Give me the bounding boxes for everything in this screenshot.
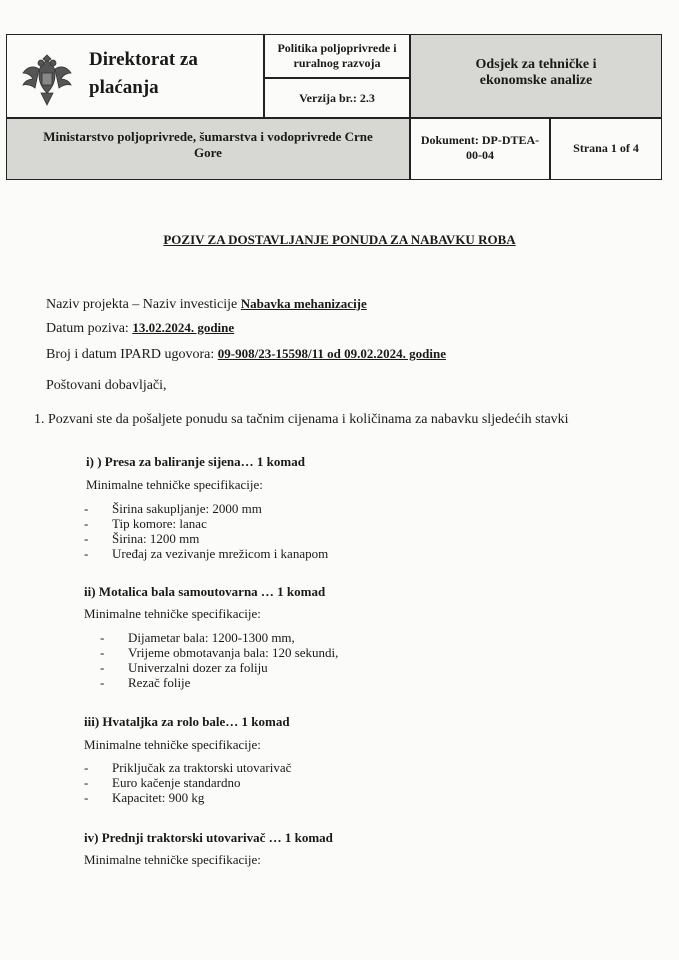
intro-paragraph: 1. Pozvani ste da pošaljete ponudu sa tačnim cijenama i količinama za nabavku sljedećih stavki — [34, 412, 569, 427]
department-line2: ekonomske analize — [479, 73, 593, 88]
policy-cell — [264, 34, 410, 78]
greeting: Poštovani dobavljači, — [46, 378, 167, 393]
bullet-dash: - — [84, 501, 89, 516]
contract-value: 09-908/23-15598/11 od 09.02.2024. godine — [217, 346, 447, 361]
bullet-dash: - — [84, 790, 89, 805]
org-cell — [6, 34, 264, 118]
montenegro-eagle-crest-icon — [21, 49, 73, 111]
ministry-line2: Gore — [194, 145, 222, 160]
document-line2: 00-04 — [466, 148, 494, 162]
project-value: Nabavka mehanizacije — [240, 296, 367, 311]
version-cell — [264, 78, 410, 118]
item-title: ii) Motalica bala samoutovarna … 1 komad — [84, 584, 326, 599]
bullet-dash: - — [84, 760, 89, 775]
document-cell — [410, 118, 550, 180]
contract-line — [46, 346, 446, 363]
bullet-dash: - — [84, 775, 89, 790]
department-cell — [410, 34, 662, 118]
list-item: - Univerzalni dozer za foliju — [100, 660, 268, 675]
org-name-line2: plaćanja — [89, 77, 159, 98]
list-item: - Uređaj za vezivanje mrežicom i kanapom — [84, 546, 329, 561]
contract-label: Broj i datum IPARD ugovora: — [46, 347, 218, 362]
ministry-cell — [6, 118, 410, 180]
date-line — [46, 320, 234, 337]
list-item: - Priključak za traktorski utovarivač — [84, 760, 292, 775]
ministry-line1: Ministarstvo poljoprivrede, šumarstva i vodoprivrede Crne — [43, 129, 373, 144]
org-name-line1: Direktorat za — [89, 49, 198, 70]
list-item: - Rezač folije — [100, 675, 191, 690]
project-label: Naziv projekta – Naziv investicije — [46, 297, 241, 312]
page-number: Strana 1 of 4 — [573, 141, 639, 155]
version-label: Verzija br.: 2.3 — [299, 91, 375, 105]
list-item: - Kapacitet: 900 kg — [84, 790, 205, 805]
list-item: - Tip komore: lanac — [84, 516, 207, 531]
bullet-dash: - — [84, 531, 89, 546]
spec-label: Minimalne tehničke specifikacije: — [84, 852, 261, 867]
document-header — [6, 34, 662, 184]
spec-label: Minimalne tehničke specifikacije: — [84, 737, 261, 752]
list-item: - Širina sakupljanje: 2000 mm — [84, 501, 262, 516]
date-value: 13.02.2024. godine — [132, 320, 235, 335]
document-title: POZIV ZA DOSTAVLJANJE PONUDA ZA NABAVKU ROBA — [163, 232, 516, 247]
policy-line1: Politika poljoprivrede i — [277, 41, 397, 55]
list-item: - Euro kačenje standardno — [84, 775, 241, 790]
spec-label: Minimalne tehničke specifikacije: — [86, 477, 263, 492]
bullet-dash: - — [84, 546, 89, 561]
date-label: Datum poziva: — [46, 321, 133, 336]
project-line — [46, 296, 367, 313]
item-title: iii) Hvataljka za rolo bale… 1 komad — [84, 714, 290, 729]
list-item: - Vrijeme obmotavanja bala: 120 sekundi, — [100, 645, 339, 660]
spec-label: Minimalne tehničke specifikacije: — [84, 606, 261, 621]
bullet-dash: - — [100, 645, 105, 660]
bullet-dash: - — [100, 660, 105, 675]
document-line1: Dokument: DP-DTEA- — [420, 133, 540, 147]
item-title: i) ) Presa za baliranje sijena… 1 komad — [86, 454, 305, 469]
item-title: iv) Prednji traktorski utovarivač … 1 komad — [84, 830, 333, 845]
bullet-dash: - — [84, 516, 89, 531]
list-item: - Dijametar bala: 1200-1300 mm, — [100, 630, 295, 645]
policy-line2: ruralnog razvoja — [293, 56, 381, 70]
department-line1: Odsjek za tehničke i — [475, 57, 597, 72]
bullet-dash: - — [100, 675, 105, 690]
bullet-dash: - — [100, 630, 105, 645]
list-item: - Širina: 1200 mm — [84, 531, 200, 546]
page-number-cell — [550, 118, 662, 180]
